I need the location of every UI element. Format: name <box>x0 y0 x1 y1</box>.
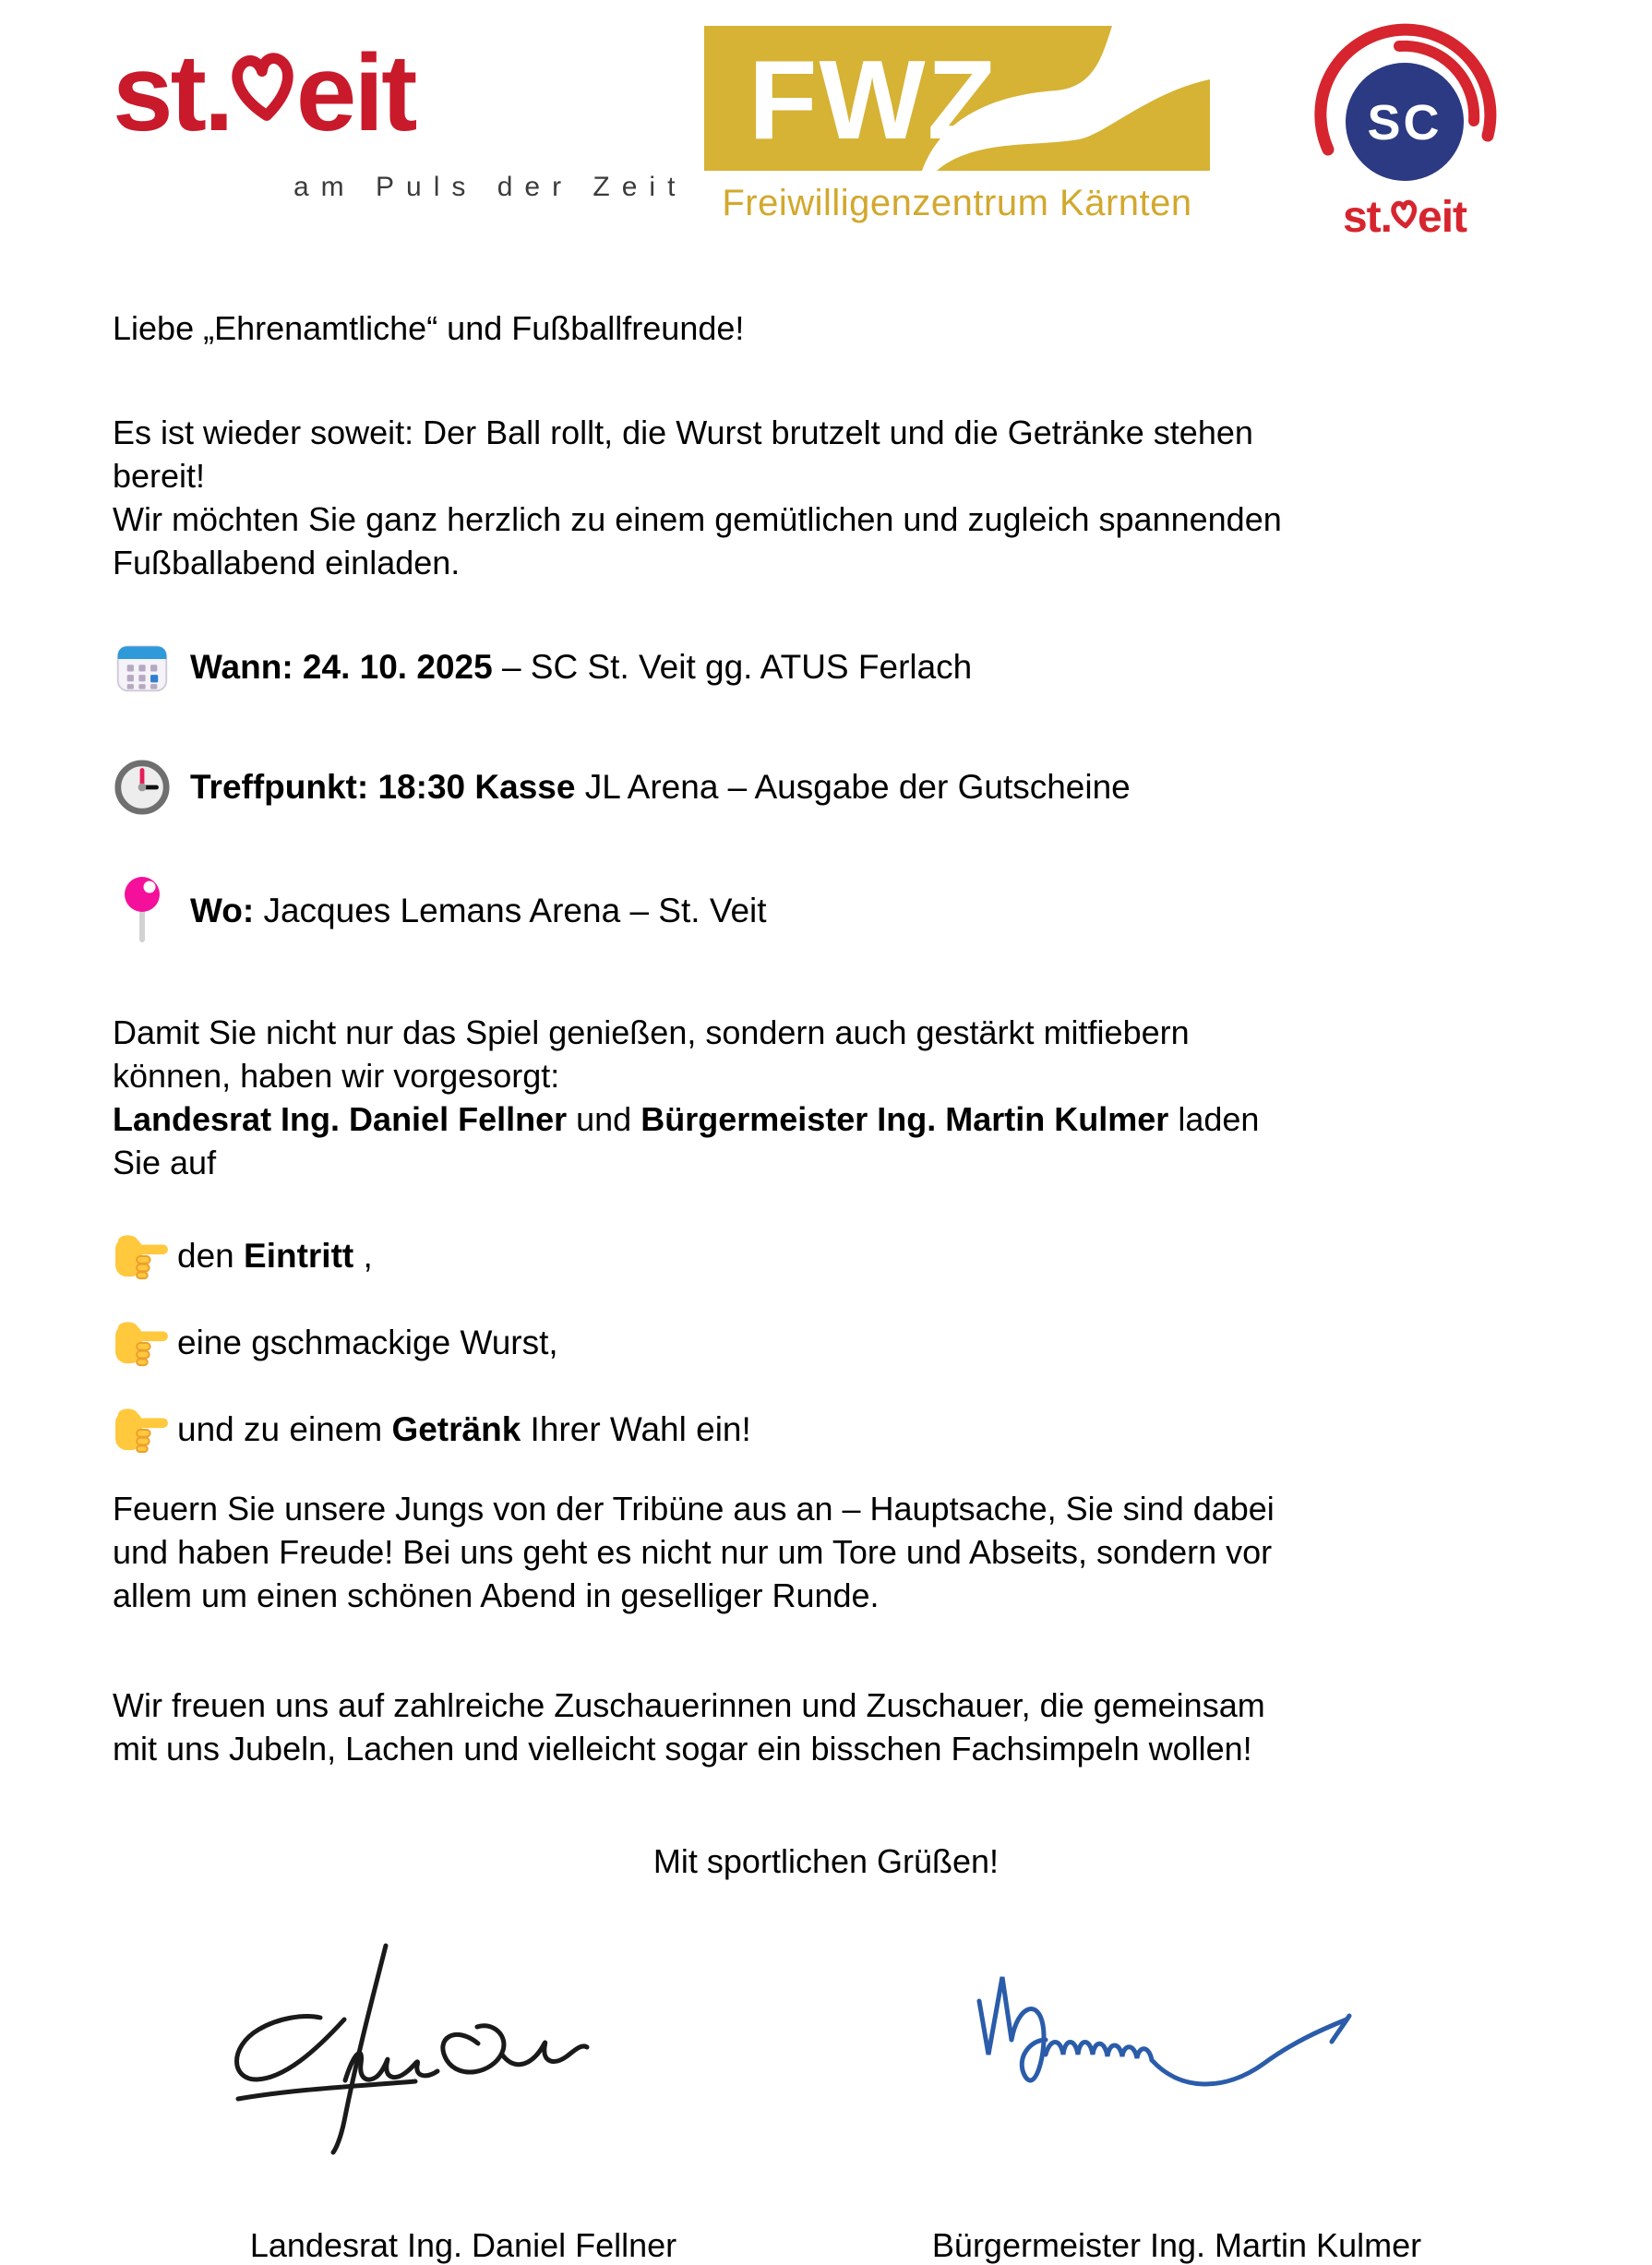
greeting-line: Liebe „Ehrenamtliche“ und Fußballfreunde! <box>113 309 745 347</box>
pointing-right-icon <box>113 1231 177 1281</box>
text-line: Wir freuen uns auf zahlreiche Zuschauerinnen und Zuschauer, die gemeinsam <box>113 1686 1265 1724</box>
sc-initials: SC <box>1367 95 1443 150</box>
list-item-text <box>177 1324 558 1362</box>
event-text <box>190 768 1131 807</box>
signature-name-right: Bürgermeister Ing. Martin Kulmer <box>931 2226 1422 2264</box>
letter-body <box>0 306 1652 2265</box>
event-row-treffpunkt <box>113 754 1539 821</box>
text-run: , <box>353 1237 373 1275</box>
text-run: laden <box>1168 1100 1260 1138</box>
signature-area <box>113 1907 1539 2221</box>
sc-wordmark-part1: st. <box>1342 193 1392 242</box>
sc-club-logo <box>1294 13 1515 240</box>
intro-paragraph <box>113 411 1539 584</box>
stveit-wordmark-part2: eit <box>295 32 415 154</box>
text-line: Feuern Sie unsere Jungs von der Tribüne aus an – Hauptsache, Sie sind dabei <box>113 1490 1275 1528</box>
heart-icon <box>1388 193 1422 240</box>
event-row-wo <box>113 874 1539 948</box>
calendar-icon <box>113 641 172 694</box>
text-run-bold: Getränk <box>391 1410 521 1448</box>
stveit-tagline: am Puls der Zeit <box>293 172 688 202</box>
sc-wordmark <box>1294 195 1515 240</box>
text-line: mit uns Jubeln, Lachen und vielleicht sogar ein bisschen Fachsimpeln wollen! <box>113 1730 1252 1768</box>
stveit-city-logo <box>113 32 688 203</box>
text-line: allem um einen schönen Abend in geselliger Runde. <box>113 1576 880 1614</box>
fwz-logo-graphic <box>704 26 1210 171</box>
list-item-text <box>177 1237 373 1276</box>
signature-kulmer <box>966 1951 1354 2122</box>
text-line: und haben Freude! Bei uns geht es nicht nur um Tore und Abseits, sondern vor <box>113 1533 1273 1571</box>
text-run: und <box>567 1100 641 1138</box>
stveit-wordmark-part1: st. <box>113 32 232 154</box>
host-paragraph <box>113 1011 1539 1184</box>
sc-club-logo-graphic <box>1298 13 1512 194</box>
list-item-text <box>177 1410 751 1449</box>
offer-list <box>113 1227 1539 1459</box>
list-item <box>113 1227 1539 1286</box>
fwz-acronym: FWZ <box>748 37 999 162</box>
cheer-paragraph <box>113 1487 1539 1617</box>
list-item <box>113 1313 1539 1372</box>
heart-icon <box>222 31 305 148</box>
text-line: Wir möchten Sie ganz herzlich zu einem gemütlichen und zugleich spannenden <box>113 500 1282 538</box>
host-name-kulmer: Bürgermeister Ing. Martin Kulmer <box>640 1100 1169 1138</box>
event-label: Wo: <box>190 892 255 929</box>
signature-names <box>113 2226 1539 2265</box>
text-line <box>113 1097 1539 1141</box>
event-details <box>113 634 1539 948</box>
text-line: können, haben wir vorgesorgt: <box>113 1057 560 1095</box>
stveit-wordmark <box>113 32 687 154</box>
fwz-subtitle: Freiwilligenzentrum Kärnten <box>722 183 1192 223</box>
event-value: JL Arena – Ausgabe der Gutscheine <box>575 768 1131 806</box>
pin-icon <box>113 874 172 948</box>
event-row-wann <box>113 634 1539 701</box>
text-run-bold: Eintritt <box>244 1237 354 1275</box>
signoff-line: Mit sportlichen Grüßen! <box>652 1842 1000 1880</box>
text-line: Fußballabend einladen. <box>113 544 461 581</box>
event-value: Jacques Lemans Arena – St. Veit <box>254 892 767 929</box>
text-run: den <box>177 1237 245 1275</box>
event-label: Treffpunkt: 18:30 Kasse <box>190 768 576 806</box>
text-line: Sie auf <box>113 1144 217 1181</box>
event-text <box>190 892 767 930</box>
text-run: Ihrer Wahl ein! <box>521 1410 751 1448</box>
host-name-fellner: Landesrat Ing. Daniel Fellner <box>113 1100 568 1138</box>
signature-fellner <box>205 1940 602 2166</box>
text-line: bereit! <box>113 457 206 495</box>
text-line: Es ist wieder soweit: Der Ball rollt, die Wurst brutzelt und die Getränke stehen <box>113 413 1253 451</box>
event-label: Wann: 24. 10. 2025 <box>190 648 493 686</box>
text-run: eine gschmackige Wurst, <box>177 1324 558 1361</box>
list-item <box>113 1400 1539 1459</box>
closing-paragraph <box>113 1684 1539 1770</box>
fwz-logo <box>704 26 1210 224</box>
text-run: und zu einem <box>177 1410 392 1448</box>
event-text <box>190 648 972 687</box>
sc-wordmark-part2: eit <box>1418 193 1467 242</box>
pointing-right-icon <box>113 1318 177 1368</box>
event-value: – SC St. Veit gg. ATUS Ferlach <box>492 648 973 686</box>
pointing-right-icon <box>113 1405 177 1455</box>
clock-icon <box>113 759 172 816</box>
header <box>0 0 1652 251</box>
signature-name-left: Landesrat Ing. Daniel Fellner <box>249 2226 677 2264</box>
text-line: Damit Sie nicht nur das Spiel genießen, sondern auch gestärkt mitfiebern <box>113 1013 1190 1051</box>
